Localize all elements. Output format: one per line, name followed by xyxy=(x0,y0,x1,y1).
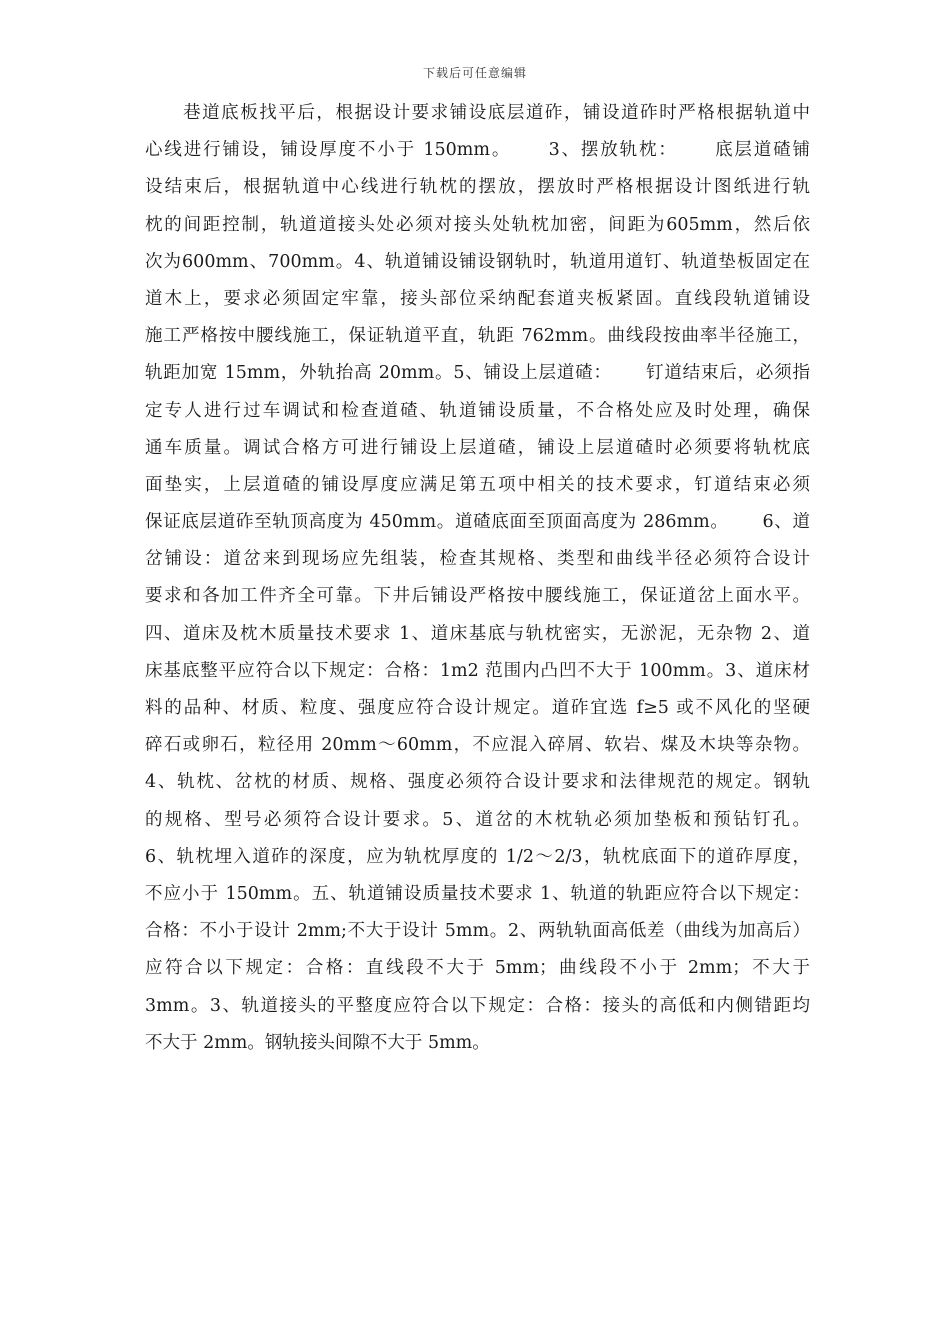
text-line: 床基底整平应符合以下规定：合格：1m2 范围内凸凹不大于 100mm。3、道床材 xyxy=(145,660,810,681)
text-line: 巷道底板找平后，根据设计要求铺设底层道砟，铺设道砟时严格根据轨道中 xyxy=(145,103,810,123)
text-line: 施工严格按中腰线施工，保证轨道平直，轨距 762mm。曲线段按曲率半径施工， xyxy=(145,326,810,347)
text-line: 轨距加宽 15mm，外轨抬高 20mm。5、铺设上层道碴： 钉道结束后，必须指 xyxy=(145,363,810,384)
page-header: 下载后可任意编辑 xyxy=(422,66,527,80)
text-line: 定专人进行过车调试和检查道碴、轨道铺设质量，不合格处应及时处理，确保 xyxy=(145,400,810,421)
text-line: 设结束后，根据轨道中心线进行轨枕的摆放，摆放时严格根据设计图纸进行轨 xyxy=(145,177,810,198)
text-line: 四、道床及枕木质量技术要求 1、道床基底与轨枕密实，无淤泥，无杂物 2、道 xyxy=(145,623,810,644)
text-line: 要求和各加工件齐全可靠。下井后铺设严格按中腰线施工，保证道岔上面水平。 xyxy=(145,586,810,607)
text-line: 合格：不小于设计 2mm;不大于设计 5mm。2、两轨轨面高低差（曲线为加高后） xyxy=(145,921,810,942)
text-line: 3mm。3、轨道接头的平整度应符合以下规定：合格：接头的高低和内侧错距均 xyxy=(145,995,810,1016)
text-line: 的规格、型号必须符合设计要求。5、道岔的木枕轨必须加垫板和预钻钉孔。 xyxy=(145,809,810,830)
text-line: 心线进行铺设，铺设厚度不小于 150mm。 3、摆放轨枕： 底层道碴铺 xyxy=(145,140,810,161)
text-line: 应符合以下规定：合格：直线段不大于 5mm；曲线段不小于 2mm；不大于 xyxy=(145,958,810,979)
text-line: 面垫实，上层道碴的铺设厚度应满足第五项中相关的技术要求，钉道结束必须 xyxy=(145,474,810,495)
text-line: 4、轨枕、岔枕的材质、规格、强度必须符合设计要求和法律规范的规定。钢轨 xyxy=(145,772,810,793)
text-line: 枕的间距控制，轨道道接头处必须对接头处轨枕加密，间距为605mm，然后依 xyxy=(145,214,810,235)
text-line: 岔铺设：道岔来到现场应先组装，检查其规格、类型和曲线半径必须符合设计 xyxy=(145,549,810,570)
text-line: 次为600mm、700mm。4、轨道铺设铺设钢轨时，轨道用道钉、轨道垫板固定在 xyxy=(145,251,810,272)
text-line: 道木上，要求必须固定牢靠，接头部位采纳配套道夹板紧固。直线段轨道铺设 xyxy=(145,288,810,309)
text-line: 不应小于 150mm。五、轨道铺设质量技术要求 1、轨道的轨距应符合以下规定： xyxy=(145,883,810,904)
document-body xyxy=(145,95,810,1062)
text-line: 不大于 2mm。钢轨接头间隙不大于 5mm。 xyxy=(145,1032,490,1053)
text-line: 6、轨枕埋入道砟的深度，应为轨枕厚度的 1/2～2/3，轨枕底面下的道砟厚度， xyxy=(145,846,810,867)
text-line: 保证底层道砟至轨顶高度为 450mm。道碴底面至顶面高度为 286mm。 6、道 xyxy=(145,512,810,533)
text-line: 料的品种、材质、粒度、强度应符合设计规定。道砟宜选 f≥5 或不风化的坚硬 xyxy=(145,698,810,718)
text-line: 通车质量。调试合格方可进行铺设上层道碴，铺设上层道碴时必须要将轨枕底 xyxy=(145,437,810,458)
text-line: 碎石或卵石，粒径用 20mm～60mm，不应混入碎屑、软岩、煤及木块等杂物。 xyxy=(145,735,810,756)
